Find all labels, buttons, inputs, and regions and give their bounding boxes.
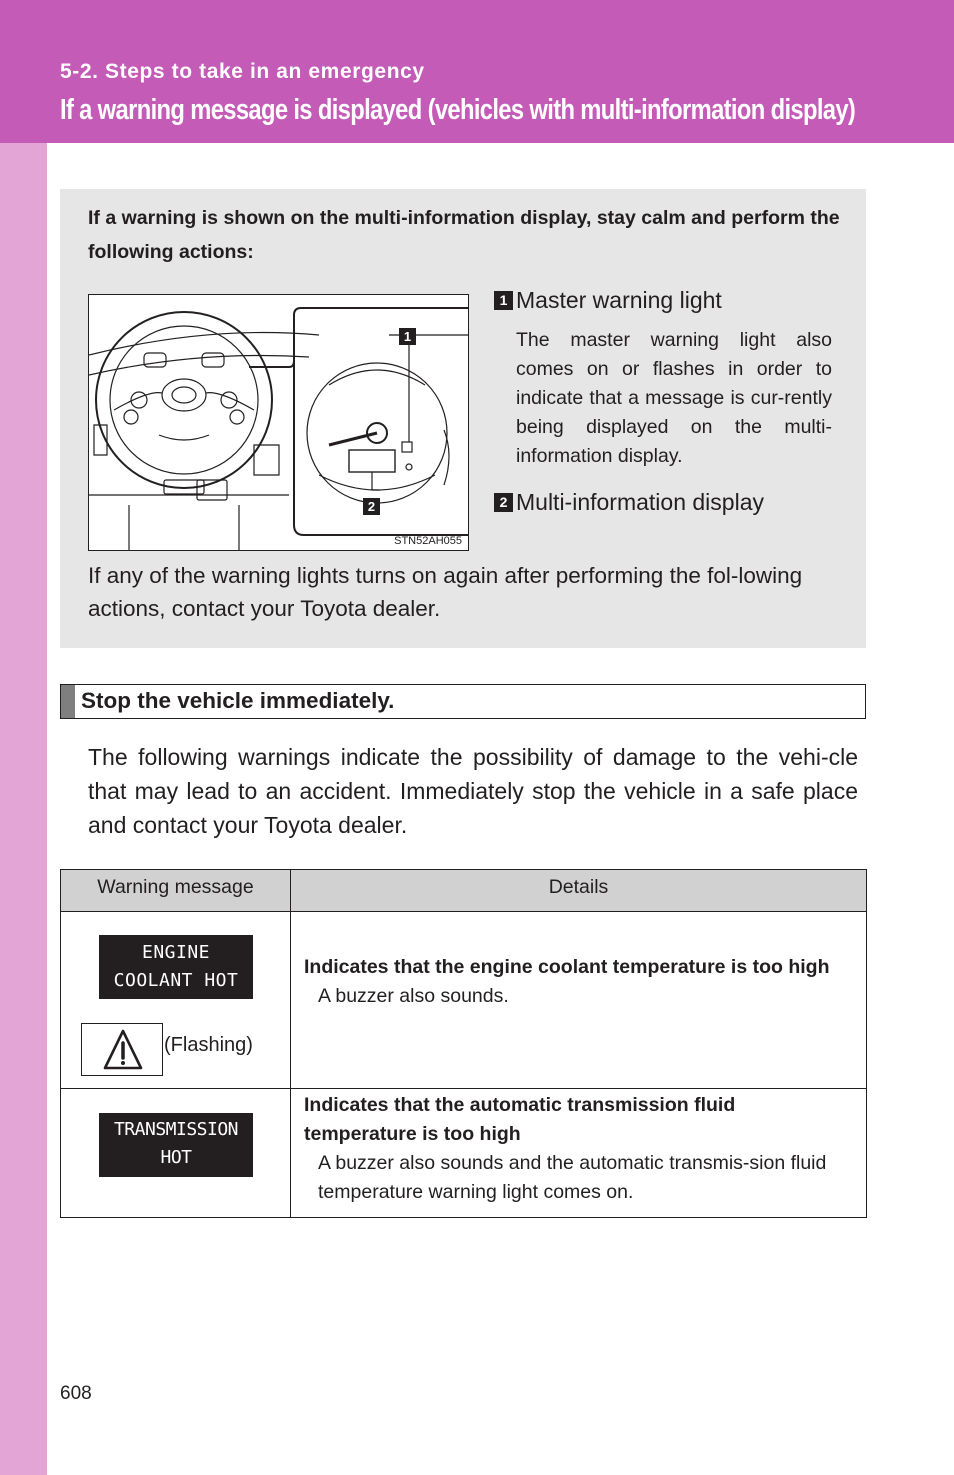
callout-title: Master warning light <box>516 287 722 313</box>
warning-message-cell <box>61 912 291 1089</box>
details-cell <box>291 1089 867 1218</box>
section-bar-mark <box>61 685 75 718</box>
table-header-details: Details <box>291 870 867 912</box>
dashboard-illustration <box>88 294 469 551</box>
master-warning-icon-box <box>81 1023 163 1076</box>
warning-message-cell <box>61 1089 291 1218</box>
callout-title: Multi-information display <box>516 489 764 515</box>
section-heading <box>60 684 866 719</box>
page-header <box>0 0 954 143</box>
section-title: Stop the vehicle immediately. <box>81 688 395 713</box>
lcd-message-engine-coolant-hot <box>99 935 253 999</box>
warning-table <box>60 869 867 1218</box>
intro-box <box>60 189 866 648</box>
detail-text: A buzzer also sounds. <box>318 985 509 1007</box>
callout-number: 1 <box>494 291 513 310</box>
callout-description: The master warning light also comes on or flashes in order to indicate that a message is cur-rently being displayed on the multi-information display. <box>516 329 832 467</box>
section-label: 5-2. Steps to take in an emergency <box>60 60 425 83</box>
lcd-line: COOLANT HOT <box>113 970 239 991</box>
lcd-line: HOT <box>160 1147 192 1168</box>
intro-footer: If any of the warning lights turns on again after performing the fol-lowing actions, contact your Toyota dealer. <box>88 563 803 621</box>
section-body: The following warnings indicate the possibility of damage to the vehi-cle that may lead to an accident. Immediately stop the vehicle in a safe place and contact your Toyota dealer. <box>88 744 858 838</box>
detail-text: A buzzer also sounds and the automatic transmis-sion fluid temperature warning light comes on. <box>318 1152 827 1203</box>
side-strip <box>0 0 47 1475</box>
details-cell <box>291 912 867 1089</box>
lcd-line: ENGINE <box>141 942 211 963</box>
page-title: If a warning message is displayed (vehicles with multi-information display) <box>60 94 856 126</box>
table-header-warning-message: Warning message <box>61 870 291 912</box>
detail-title: Indicates that the automatic transmission fluid temperature is too high <box>304 1094 736 1145</box>
dashboard-drawing <box>89 295 469 551</box>
illustration-badge-2: 2 <box>367 499 376 514</box>
callout-multi-information-display <box>494 489 832 516</box>
callout-heading <box>494 489 832 516</box>
flashing-label: (Flashing) <box>164 1034 253 1056</box>
table-row <box>61 912 867 1089</box>
table-row <box>61 1089 867 1218</box>
lcd-message-transmission-hot <box>99 1113 253 1177</box>
illustration-badge-1: 1 <box>403 329 412 344</box>
lcd-line: TRANSMISSION <box>113 1119 239 1140</box>
callout-number: 2 <box>494 493 513 512</box>
page-number: 608 <box>60 1383 92 1404</box>
warning-triangle-icon <box>103 1028 143 1072</box>
callout-master-warning-light <box>494 287 832 471</box>
intro-lead: If a warning is shown on the multi-information display, stay calm and perform the following actions: <box>88 207 840 263</box>
illustration-code: STN52AH055 <box>394 535 462 547</box>
table-header-row <box>61 870 867 912</box>
detail-title: Indicates that the engine coolant temperature is too high <box>304 956 830 978</box>
callout-heading <box>494 287 832 314</box>
